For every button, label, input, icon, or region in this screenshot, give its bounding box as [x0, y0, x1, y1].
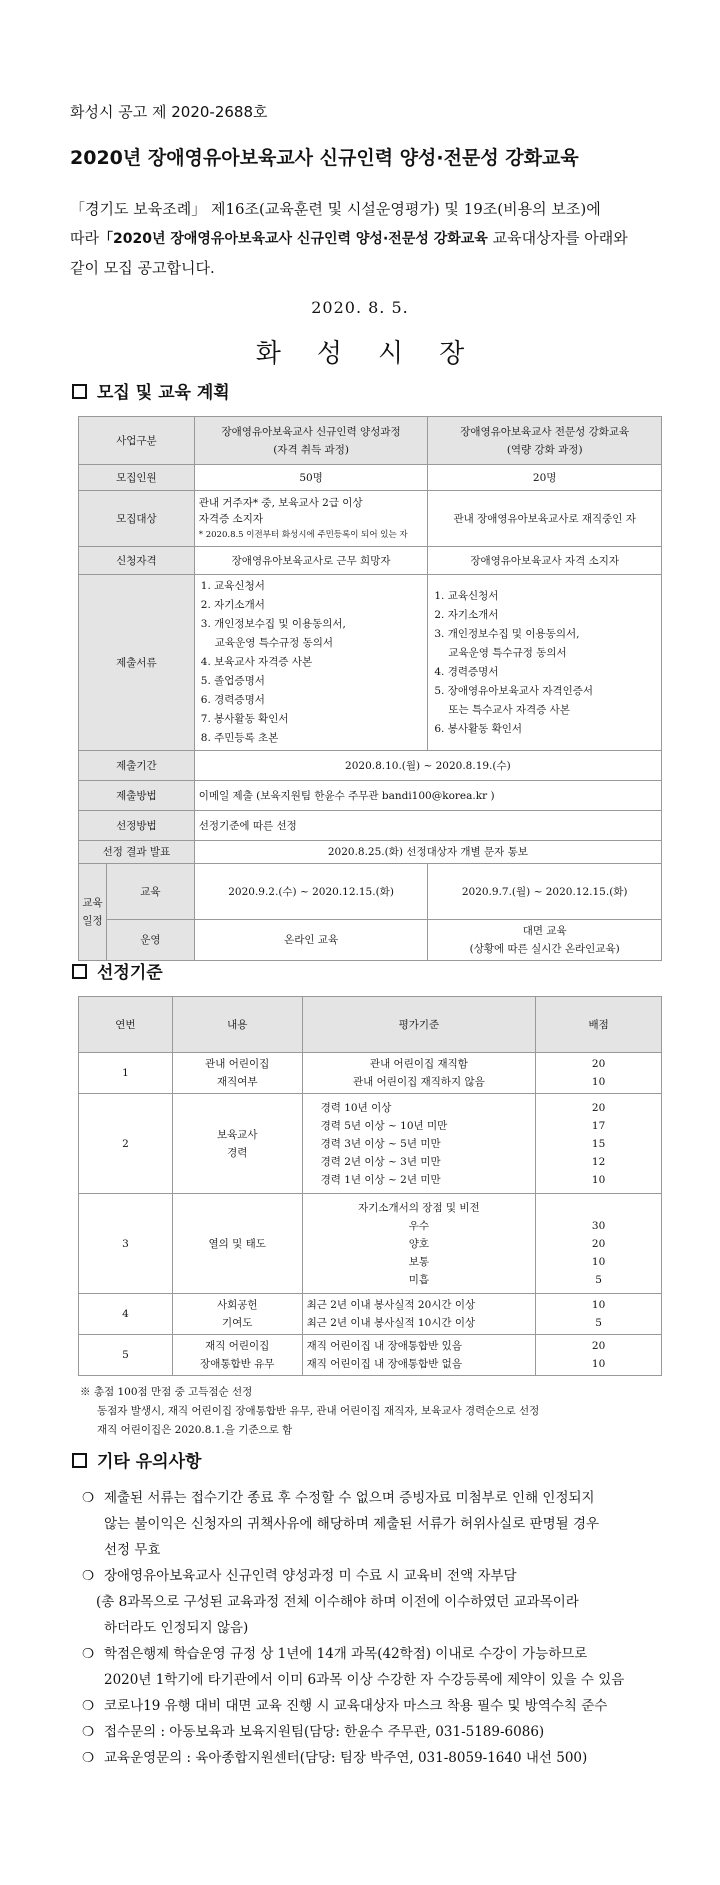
table-row — [79, 575, 662, 751]
row-label: 제출방법 — [79, 781, 195, 811]
list-item: ❍ 장애영유아보육교사 신규인력 양성과정 미 수료 시 교육비 전액 자부담 — [82, 1563, 682, 1589]
table-row — [79, 841, 662, 864]
table-cell: 최근 2년 이내 봉사실적 20시간 이상 최근 2년 이내 봉사실적 10시간 이상 — [302, 1294, 536, 1335]
table-cell: 장애영유아보육교사 자격 소지자 — [428, 547, 662, 575]
row-label: 선정방법 — [79, 811, 195, 841]
section-title-criteria: 선정기준 — [72, 958, 163, 983]
table-cell: 1 — [79, 1053, 173, 1094]
table-cell: 재직 어린이집 장애통합반 유무 — [172, 1335, 302, 1376]
intro-line: 따라「2020년 장애영유아보육교사 신규인력 양성·전문성 강화교육 교육대상자를 아래와 — [70, 229, 628, 247]
table-row — [79, 547, 662, 575]
table-cell: 2 — [79, 1094, 173, 1194]
table-row — [79, 751, 662, 781]
table-row — [79, 997, 662, 1053]
intro-line: 같이 모집 공고합니다. — [70, 259, 215, 277]
list-item: ❍ 코로나19 유행 대비 대면 교육 진행 시 교육대상자 마스크 착용 필수 및 방역수칙 준수 — [82, 1693, 682, 1719]
table-cell: 열의 및 태도 — [172, 1194, 302, 1294]
circle-bullet-icon: ❍ — [82, 1698, 95, 1714]
circle-bullet-icon: ❍ — [82, 1646, 95, 1662]
table-cell: 관내 어린이집 재직여부 — [172, 1053, 302, 1094]
list-item: ❍ 학점은행제 학습운영 규정 상 1년에 14개 과목(42학점) 이내로 수강이 가능하므로 2020년 1학기에 타기관에서 이미 6과목 이상 수강한 자 수강등록에 제약이 있을 수 있음 — [82, 1641, 682, 1693]
table-cell: 보육교사 경력 — [172, 1094, 302, 1194]
header-cell: 내용 — [172, 997, 302, 1053]
table-cell: 장애영유아보육교사로 근무 희망자 — [194, 547, 428, 575]
table-cell: 이메일 제출 (보육지원팀 한윤수 주무관 bandi100@korea.kr ) — [194, 781, 661, 811]
recruitment-table — [78, 416, 662, 961]
table-cell: 온라인 교육 — [194, 920, 428, 961]
row-label: 선정 결과 발표 — [79, 841, 195, 864]
header-cell: 배점 — [536, 997, 662, 1053]
row-label: 신청자격 — [79, 547, 195, 575]
list-item: ❍ 교육운영문의 : 육아종합지원센터(담당: 팀장 박주연, 031-8059-1640 내선 500) — [82, 1745, 682, 1771]
table-cell: 사회공헌 기여도 — [172, 1294, 302, 1335]
table-cell: 20 10 — [536, 1053, 662, 1094]
table-row — [79, 1194, 662, 1294]
table-cell: 대면 교육 (상황에 따른 실시간 온라인교육) — [428, 920, 662, 961]
table-cell: 2020.9.7.(월) ~ 2020.12.15.(화) — [428, 864, 662, 920]
table-row — [79, 920, 662, 961]
table-cell: 30 20 10 5 — [536, 1194, 662, 1294]
document-title: 2020년 장애영유아보육교사 신규인력 양성·전문성 강화교육 — [70, 147, 579, 169]
circle-bullet-icon: ❍ — [82, 1568, 95, 1584]
header-cell: 장애영유아보육교사 전문성 강화교육 (역량 강화 과정) — [428, 417, 662, 465]
notice-date: 2020. 8. 5. — [311, 298, 409, 317]
table-cell: 4 — [79, 1294, 173, 1335]
criteria-note: ※ 총점 100점 만점 중 고득점순 선정 동점자 발생시, 재직 어린이집 장애통합반 유무, 관내 어린이집 재직자, 보육교사 경력순으로 선정 재직 어린이집은 2020.8.1.을 기준으로 함 — [80, 1386, 540, 1436]
table-row — [79, 1335, 662, 1376]
list-item: ❍ 접수문의 : 아동보육과 보육지원팀(담당: 한윤수 주무관, 031-5189-6086) — [82, 1719, 682, 1745]
list-item: ❍ 제출된 서류는 접수기간 종료 후 수정할 수 없으며 증빙자료 미첨부로 인해 인정되지 않는 불이익은 신청자의 귀책사유에 해당하며 제출된 서류가 허위사실로 판명될 경우 선정 무효 — [82, 1485, 682, 1563]
table-row — [79, 1094, 662, 1194]
table-cell: 재직 어린이집 내 장애통합반 있음 재직 어린이집 내 장애통합반 없음 — [302, 1335, 536, 1376]
table-cell: 20 17 15 12 10 — [536, 1094, 662, 1194]
row-label: 교육 — [106, 864, 194, 920]
table-cell: 50명 — [194, 465, 428, 491]
circle-bullet-icon: ❍ — [82, 1724, 95, 1740]
table-row — [79, 417, 662, 465]
intro-paragraph — [70, 195, 675, 283]
header-cell: 평가기준 — [302, 997, 536, 1053]
table-cell: 관내 장애영유아보육교사로 재직중인 자 — [428, 491, 662, 547]
table-row — [79, 1053, 662, 1094]
header-cell: 사업구분 — [79, 417, 195, 465]
table-cell: 2020.8.25.(화) 선정대상자 개별 문자 통보 — [194, 841, 661, 864]
table-row — [79, 781, 662, 811]
notice-number: 화성시 공고 제 2020-2688호 — [70, 103, 268, 121]
checkbox-square-icon — [72, 964, 87, 979]
checkbox-square-icon — [72, 384, 87, 399]
row-label: 모집인원 — [79, 465, 195, 491]
section-title-cautions: 기타 유의사항 — [72, 1447, 201, 1472]
list-item-note: (총 8과목으로 구성된 교육과정 전체 이수해야 하며 이전에 이수하였던 교과목이라 하더라도 인정되지 않음) — [96, 1594, 579, 1636]
table-cell: 20 10 — [536, 1335, 662, 1376]
table-cell: 3 — [79, 1194, 173, 1294]
table-cell: 경력 10년 이상 경력 5년 이상 ~ 10년 미만 경력 3년 이상 ~ 5년 미만 경력 2년 이상 ~ 3년 미만 경력 1년 이상 ~ 2년 미만 — [302, 1094, 536, 1194]
table-cell: 2020.9.2.(수) ~ 2020.12.15.(화) — [194, 864, 428, 920]
checkbox-square-icon — [72, 1453, 87, 1468]
header-cell: 연번 — [79, 997, 173, 1053]
caution-list — [82, 1485, 682, 1771]
row-label: 모집대상 — [79, 491, 195, 547]
table-cell: 10 5 — [536, 1294, 662, 1335]
criteria-table — [78, 996, 662, 1376]
section-title-recruitment: 모집 및 교육 계획 — [72, 378, 230, 403]
table-cell: 선정기준에 따른 선정 — [194, 811, 661, 841]
table-row — [79, 465, 662, 491]
table-cell: 관내 어린이집 재직함 관내 어린이집 재직하지 않음 — [302, 1053, 536, 1094]
table-cell: 2020.8.10.(월) ~ 2020.8.19.(수) — [194, 751, 661, 781]
row-label: 제출서류 — [79, 575, 195, 751]
intro-line: 「경기도 보육조례」 제16조(교육훈련 및 시설운영평가) 및 19조(비용의 보조)에 — [70, 200, 601, 218]
table-row — [79, 811, 662, 841]
table-row — [79, 1294, 662, 1335]
table-cell: 관내 거주자* 중, 보육교사 2급 이상 자격증 소지자 * 2020.8.5 이전부터 화성시에 주민등록이 되어 있는 자 — [194, 491, 428, 547]
table-cell: 자기소개서의 장점 및 비전 우수 양호 보통 미흡 — [302, 1194, 536, 1294]
table-cell: 5 — [79, 1335, 173, 1376]
table-row — [79, 491, 662, 547]
circle-bullet-icon: ❍ — [82, 1490, 95, 1506]
table-cell: 20명 — [428, 465, 662, 491]
circle-bullet-icon: ❍ — [82, 1750, 95, 1766]
header-cell: 장애영유아보육교사 신규인력 양성과정 (자격 취득 과정) — [194, 417, 428, 465]
table-row — [79, 864, 662, 920]
row-label: 제출기간 — [79, 751, 195, 781]
doc-list: 1. 교육신청서 2. 자기소개서 3. 개인정보수집 및 이용동의서, 교육운영 특수규정 동의서 4. 보육교사 자격증 사본 5. 졸업증명서 6. 경력증명서 7. 봉사활동 확인서 8. 주민등록 초본 — [194, 575, 428, 751]
issuer-name: 화성시장 — [255, 339, 501, 369]
row-label: 운영 — [106, 920, 194, 961]
doc-list: 1. 교육신청서 2. 자기소개서 3. 개인정보수집 및 이용동의서, 교육운영 특수규정 동의서 4. 경력증명서 5. 장애영유아보육교사 자격인증서 또는 특수교사 자격증 사본 6. 봉사활동 확인서 — [428, 575, 662, 751]
row-label: 교육 일정 — [79, 864, 107, 961]
